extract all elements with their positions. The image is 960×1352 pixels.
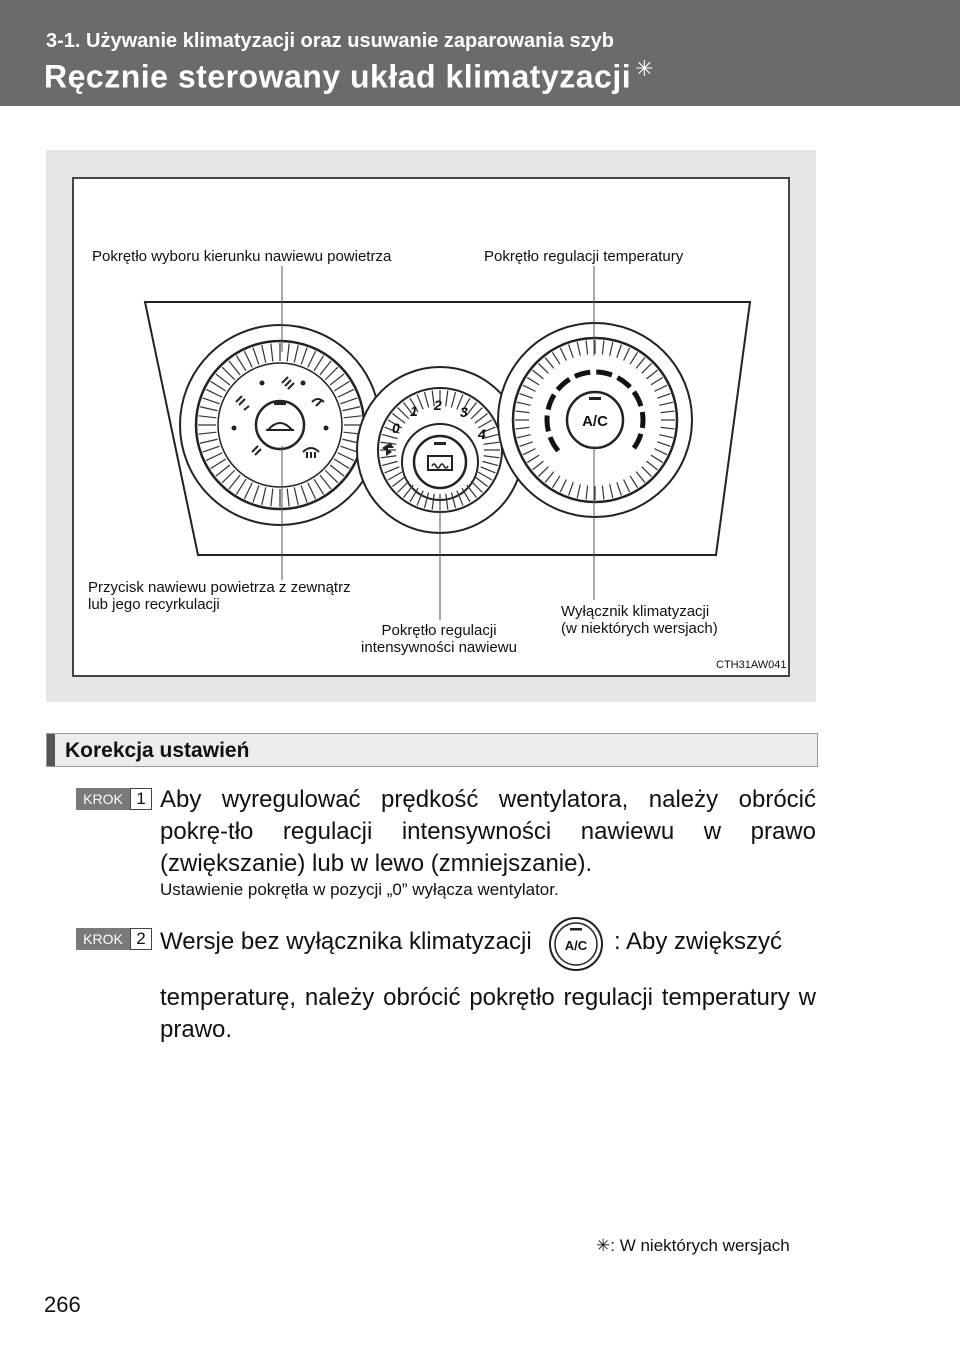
callout-line: (w niektórych wersjach)	[561, 620, 718, 637]
callout-line: Pokrętło regulacji	[381, 622, 497, 639]
callout-fan-speed-dial	[346, 622, 532, 656]
step-keyword: KROK	[76, 788, 130, 810]
rear-defrost-icon	[428, 456, 452, 470]
step-number: 2	[130, 928, 152, 950]
callout-line: intensywności nawiewu	[361, 639, 517, 656]
callout-temperature-dial: Pokrętło regulacji temperatury	[484, 248, 684, 265]
figure-code: CTH31AW041	[716, 659, 787, 671]
airflow-mode-dial	[180, 325, 380, 525]
step-2-text-continued: temperaturę, należy obrócić pokrętło regulacji temperatury w prawo.	[160, 984, 816, 1043]
footnote-text: : W niektórych wersjach	[610, 1236, 790, 1255]
step-1-text: Aby wyregulować prędkość wentylatora, należy obrócić pokrę-tło regulacji intensywności nawiewu w prawo (zwiększanie) lub w lewo (zmniejszanie).	[160, 786, 816, 877]
section-label: 3-1. Używanie klimatyzacji oraz usuwanie zaparowania szyb	[46, 30, 614, 52]
ac-button-icon	[548, 916, 604, 972]
step-number: 1	[130, 788, 152, 810]
subsection-mark	[47, 734, 55, 766]
fan-speed-number: 1	[410, 403, 418, 419]
page-number: 266	[44, 1292, 81, 1317]
fan-speed-number: 0	[392, 420, 400, 436]
footnote	[596, 1236, 790, 1256]
asterisk-icon: ✳	[596, 1236, 611, 1255]
step-2-text-after-icon: : Aby zwiększyć	[614, 928, 783, 955]
callout-line: Przycisk nawiewu powietrza z zewnątrz	[88, 579, 351, 596]
ac-icon-label: A/C	[564, 938, 588, 953]
callout-recirculation-button	[88, 579, 351, 613]
step-1-note: Ustawienie pokrętła w pozycji „0” wyłącza wentylator.	[160, 880, 559, 899]
callout-airflow-mode-dial: Pokrętło wyboru kierunku nawiewu powietrza	[92, 248, 392, 265]
subsection-header	[46, 733, 818, 767]
fan-speed-number: 4	[478, 426, 486, 442]
subsection-title: Korekcja ustawień	[65, 739, 250, 762]
callout-ac-switch	[561, 603, 718, 637]
ac-button-label: A/C	[582, 413, 608, 430]
callout-line: lub jego recyrkulacji	[88, 596, 220, 613]
page-title-text: Ręcznie sterowany układ klimatyzacji	[44, 58, 632, 95]
step-keyword: KROK	[76, 928, 130, 950]
fan-speed-number: 2	[434, 397, 442, 413]
step-2-text-before-icon: Wersje bez wyłącznika klimatyzacji	[160, 928, 532, 955]
temperature-dial	[498, 323, 692, 517]
callout-line: Wyłącznik klimatyzacji	[561, 603, 710, 620]
fan-speed-number: 3	[460, 404, 468, 420]
asterisk-icon: ✳	[635, 56, 655, 81]
